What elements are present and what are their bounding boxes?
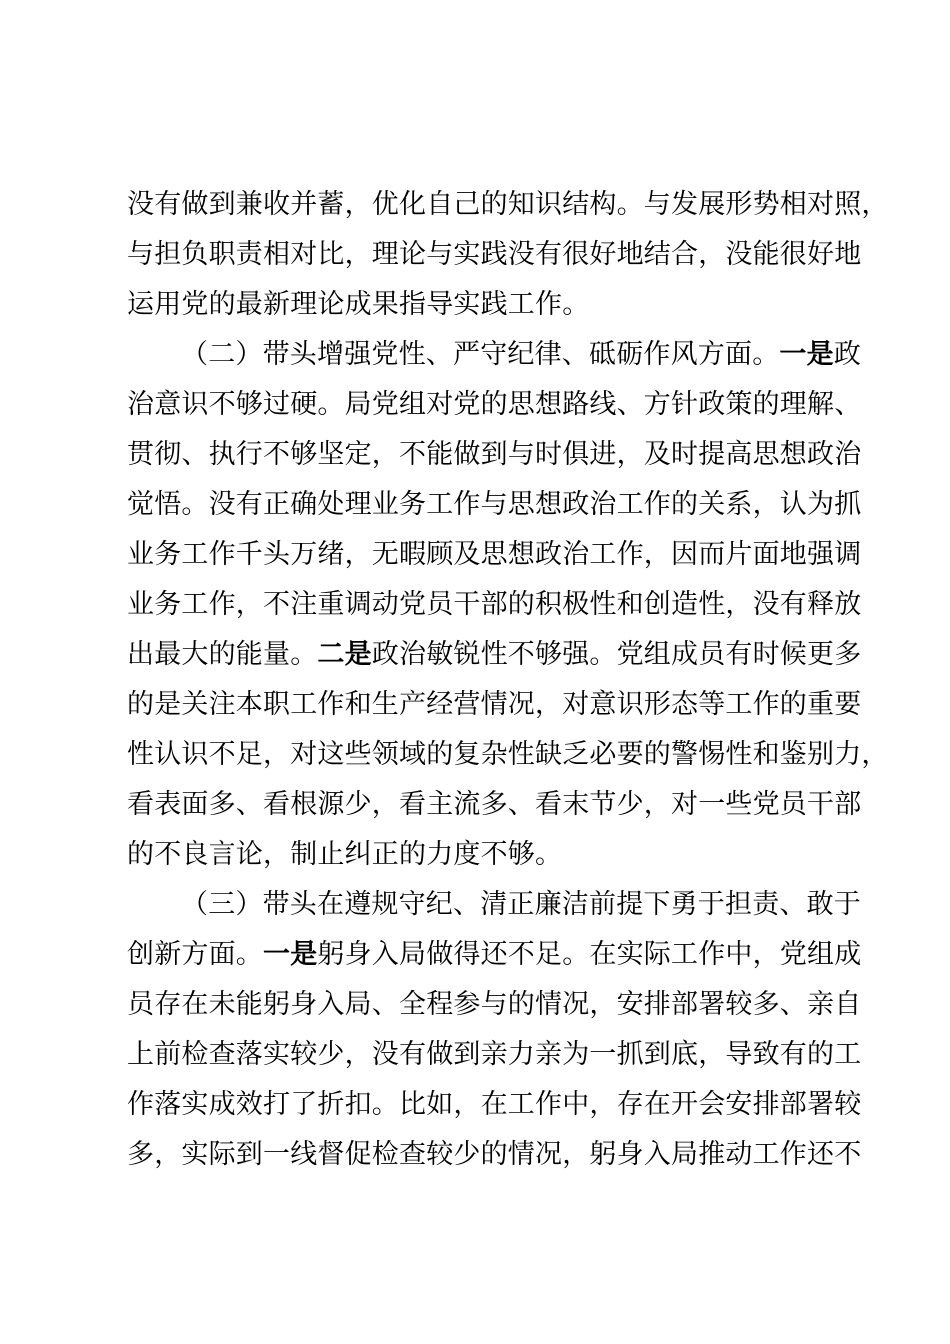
text-fragment: 出最大的能量。 xyxy=(127,639,318,670)
text-line: 的是关注本职工作和生产经营情况，对意识形态等工作的重要 xyxy=(127,689,862,720)
text-fragment: 躬身入局做得还不足。在实际工作中，党组成 xyxy=(317,939,862,970)
text-line: 没有做到兼收并蓄，优化自己的知识结构。与发展形势相对照， xyxy=(127,189,889,220)
text-line: 觉悟。没有正确处理业务工作与思想政治工作的关系，认为抓 xyxy=(127,489,862,520)
section-heading: （二）带头增强党性、严守纪律、砥砺作风方面。 xyxy=(181,339,780,370)
text-line: 多，实际到一线督促检查较少的情况，躬身入局推动工作还不 xyxy=(127,1139,862,1170)
text-line: 性认识不足，对这些领域的复杂性缺乏必要的警惕性和鉴别力， xyxy=(127,739,889,770)
text-line: 业务工作千头万绪，无暇顾及思想政治工作，因而片面地强调 xyxy=(127,539,862,570)
text-line: 业务工作，不注重调动党员干部的积极性和创造性，没有释放 xyxy=(127,589,862,620)
text-fragment: 创新方面。 xyxy=(127,939,263,970)
point-label: 一是 xyxy=(779,339,834,370)
text-fragment: 政治敏锐性不够强。党组成员有时候更多 xyxy=(371,639,862,670)
text-line: 上前检查落实较少，没有做到亲力亲为一抓到底，导致有的工 xyxy=(127,1039,862,1070)
text-line xyxy=(127,637,861,673)
text-line: 作落实成效打了折扣。比如，在工作中，存在开会安排部署较 xyxy=(127,1089,862,1120)
text-line: 运用党的最新理论成果指导实践工作。 xyxy=(127,289,590,320)
section-heading-line xyxy=(181,337,861,373)
section-heading: （三）带头在遵规守纪、清正廉洁前提下勇于担责、敢于 xyxy=(181,889,861,920)
text-line: 看表面多、看根源少，看主流多、看末节少，对一些党员干部 xyxy=(127,789,862,820)
point-label: 二是 xyxy=(317,639,372,670)
text-fragment: 政 xyxy=(833,339,862,370)
text-line: 与担负职责相对比，理论与实践没有很好地结合，没能很好地 xyxy=(127,239,862,270)
text-line: 员存在未能躬身入局、全程参与的情况，安排部署较多、亲自 xyxy=(127,989,862,1020)
text-line: 治意识不够过硬。局党组对党的思想路线、方针政策的理解、 xyxy=(127,389,862,420)
text-line: 贯彻、执行不够坚定，不能做到与时俱进，及时提高思想政治 xyxy=(127,439,862,470)
point-label: 一是 xyxy=(263,939,318,970)
text-line xyxy=(127,937,861,973)
text-line: 的不良言论，制止纠正的力度不够。 xyxy=(127,839,563,870)
